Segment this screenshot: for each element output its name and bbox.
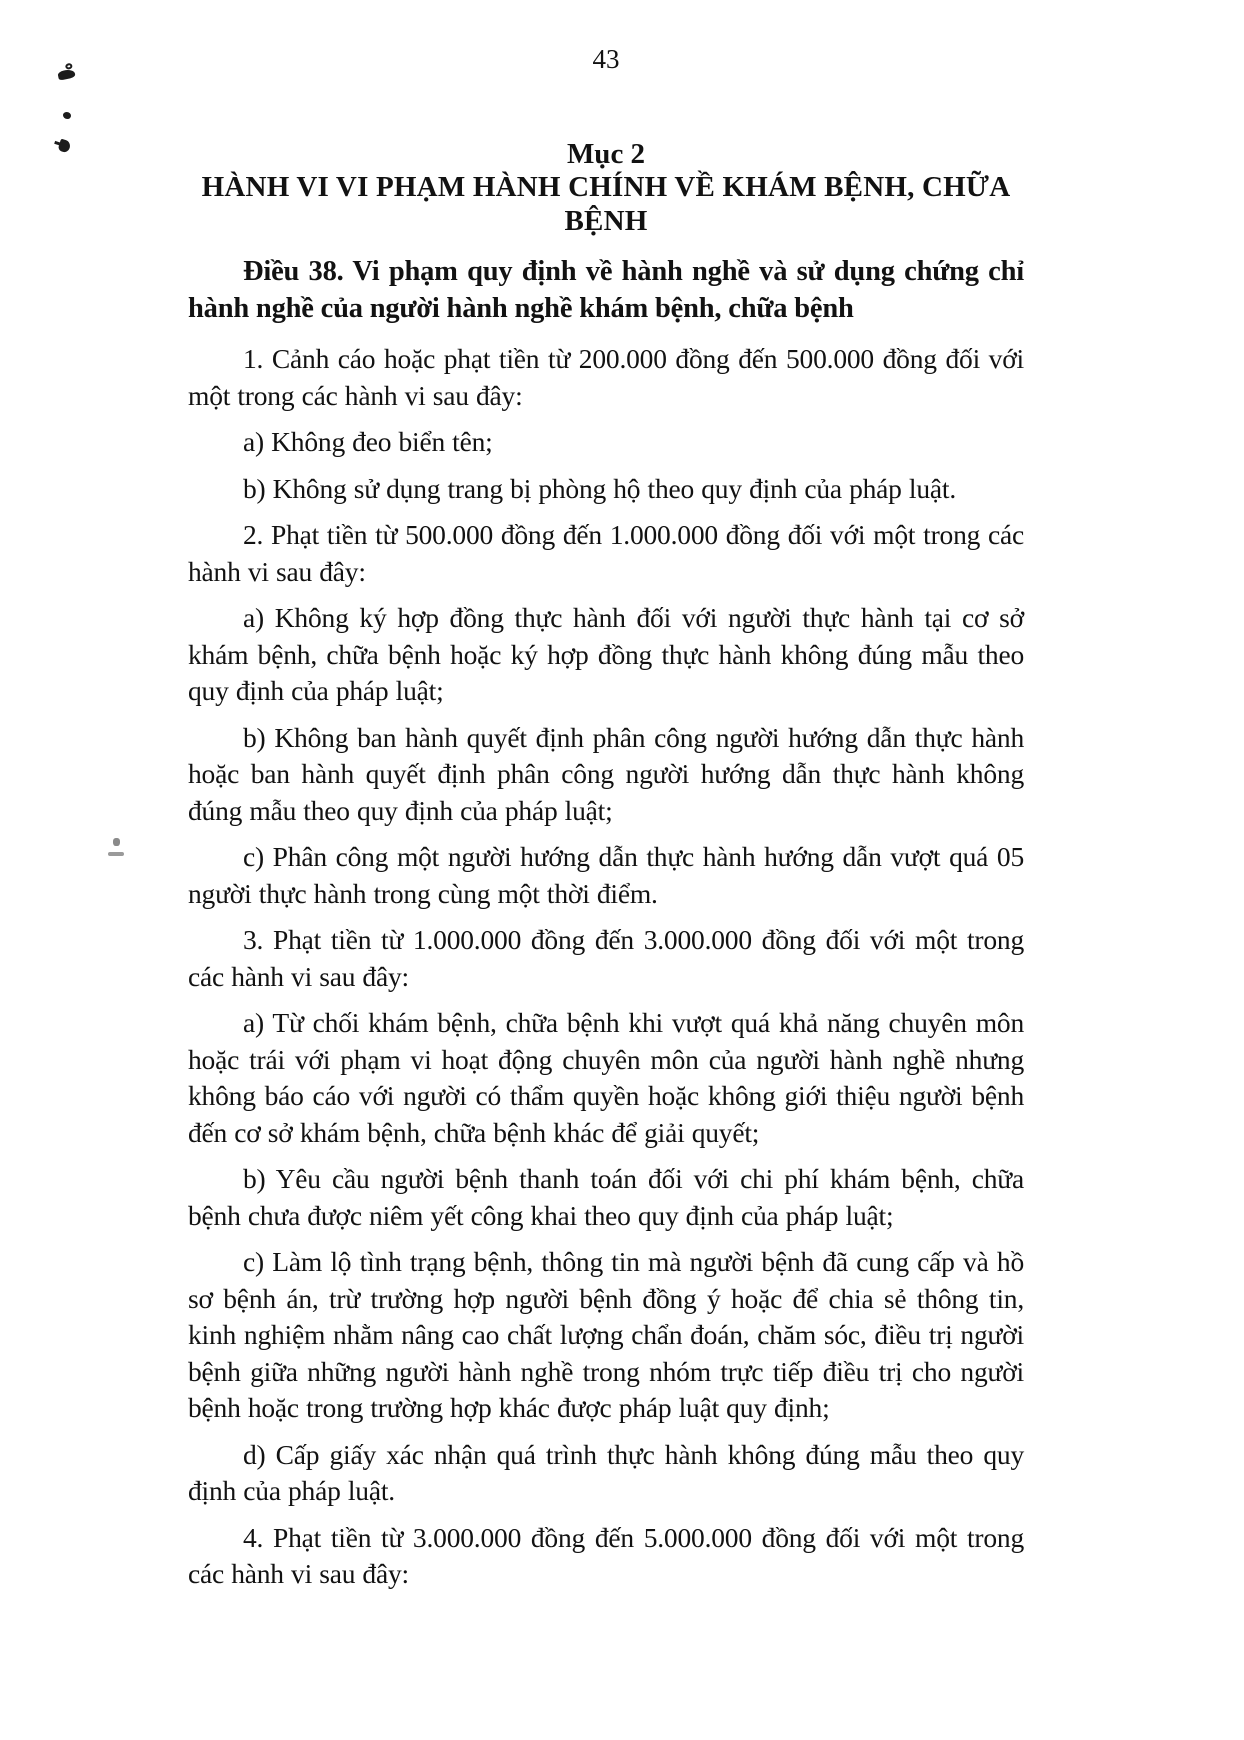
ink-mark: [63, 112, 71, 119]
point-3b: b) Yêu cầu người bệnh thanh toán đối với chi phí khám bệnh, chữa bệnh chưa được niêm yết công khai theo quy định của pháp luật;: [188, 1163, 1024, 1231]
clause-4: 4. Phạt tiền từ 3.000.000 đồng đến 5.000.000 đồng đối với một trong các hành vi sau đây:: [188, 1521, 1024, 1589]
article-title: Điều 38. Vi phạm quy định về hành nghề và sử dụng chứng chỉ hành nghề của người hành nghề khám bệnh, chữa bệnh: [188, 256, 1024, 324]
page-number: 43: [592, 44, 620, 74]
ink-mark: [108, 852, 124, 856]
point-1a: a) Không đeo biển tên;: [243, 426, 493, 457]
point-2c: c) Phân công một người hướng dẫn thực hành hướng dẫn vượt quá 05 người thực hành trong cùng một thời điểm.: [188, 841, 1024, 909]
clause-3: 3. Phạt tiền từ 1.000.000 đồng đến 3.000.000 đồng đối với một trong các hành vi sau đây:: [188, 924, 1024, 992]
clause-1: 1. Cảnh cáo hoặc phạt tiền từ 200.000 đồng đến 500.000 đồng đối với một trong các hành vi sau đây:: [188, 343, 1024, 411]
point-1b: b) Không sử dụng trang bị phòng hộ theo quy định của pháp luật.: [243, 472, 957, 504]
section-title: HÀNH VI VI PHẠM HÀNH CHÍNH VỀ KHÁM BỆNH, CHỮA BỆNH: [201, 171, 1011, 237]
ink-mark: [113, 838, 120, 846]
point-2a: a) Không ký hợp đồng thực hành đối với người thực hành tại cơ sở khám bệnh, chữa bệnh hoặc ký hợp đồng thực hành không đúng mẫu theo quy định của pháp luật;: [188, 602, 1024, 706]
point-3a: a) Từ chối khám bệnh, chữa bệnh khi vượt quá khả năng chuyên môn hoặc trái với phạm vi hoạt động chuyên môn của người hành nghề nhưng không báo cáo với người có thẩm quyền hoặc không giới thiệu người bệnh đến cơ sở khám bệnh, chữa bệnh khác để giải quyết;: [188, 1007, 1024, 1148]
clause-2: 2. Phạt tiền từ 500.000 đồng đến 1.000.000 đồng đối với một trong các hành vi sau đây:: [188, 519, 1024, 587]
point-3c: c) Làm lộ tình trạng bệnh, thông tin mà người bệnh đã cung cấp và hồ sơ bệnh án, trừ trường hợp người bệnh đồng ý hoặc để chia sẻ thông tin, kinh nghiệm nhằm nâng cao chất lượng chẩn đoán, chăm sóc, điều trị người bệnh giữa những người hành nghề trong nhóm trực tiếp điều trị cho người bệnh hoặc trong trường hợp khác được pháp luật quy định;: [188, 1246, 1024, 1423]
point-3d: d) Cấp giấy xác nhận quá trình thực hành không đúng mẫu theo quy định của pháp luật.: [188, 1438, 1024, 1506]
point-2b: b) Không ban hành quyết định phân công người hướng dẫn thực hành hoặc ban hành quyết định phân công người hướng dẫn thực hành không đúng mẫu theo quy định của pháp luật;: [188, 721, 1024, 826]
section-label: Mục 2: [566, 138, 646, 170]
